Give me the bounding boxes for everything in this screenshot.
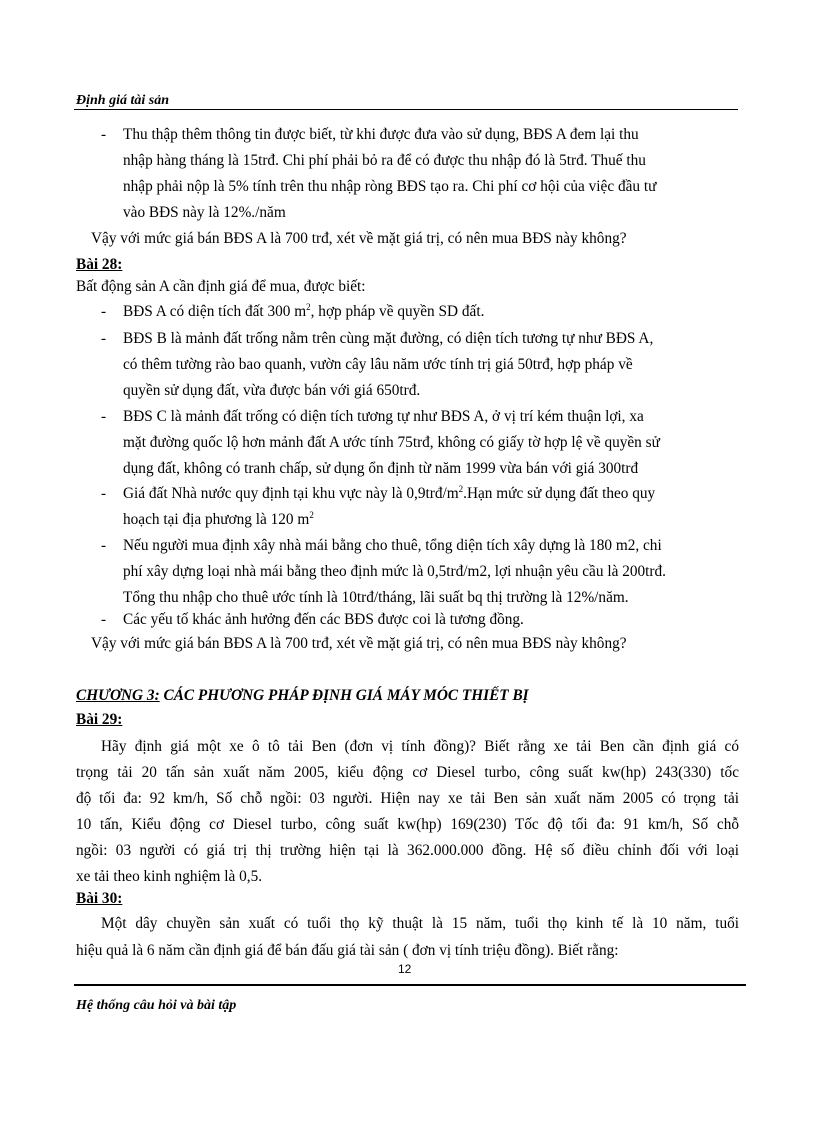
paragraph-line: Một dây chuyền sản xuất có tuổi thọ kỹ thuật là 15 năm, tuổi thọ kinh tế là 10 năm, tuổi [101,915,739,932]
bullet-dash: - [101,126,107,143]
bai-30-heading: Bài 30: [76,890,123,907]
page-number: 12 [398,962,412,976]
paragraph-line: xe tải theo kinh nghiệm là 0,5. [76,868,263,885]
superscript: 2 [458,484,464,494]
bullet-line: BĐS B là mảnh đất trống nằm trên cùng mặt đường, có diện tích tương tự như BĐS A, [123,330,654,347]
bullet-text: .Hạn mức sử dụng đất theo quy [463,485,656,502]
bullet-text: , hợp pháp về quyền SD đất. [310,303,485,320]
bai-28-heading: Bài 28: [76,256,123,273]
chapter-label: CHƯƠNG 3: [76,687,160,704]
bullet-line: có thêm tường rào bao quanh, vườn cây lâu năm ước tính trị giá 50trđ, hợp pháp về [123,356,633,373]
bullet-line: Thu thập thêm thông tin được biết, từ khi được đưa vào sử dụng, BĐS A đem lại thu [123,126,639,143]
paragraph-line: trọng tải 20 tấn sản xuất năm 2005, kiểu động cơ Diesel turbo, công suất kw(hp) 243(330) tốc [76,764,739,781]
bai-28-question: Vậy với mức giá bán BĐS A là 700 trđ, xét về mặt giá trị, có nên mua BĐS này không? [91,635,627,652]
superscript: 2 [306,302,311,312]
paragraph-line: hiệu quả là 6 năm cần định giá để bán đấu giá tài sản ( đơn vị tính triệu đồng). Biết rằng: [76,942,619,959]
bullet-line: vào BĐS này là 12%./năm [123,204,286,221]
paragraph-line: Hãy định giá một xe ô tô tải Ben (đơn vị tính đồng)? Biết rằng xe tải Ben cần định giá có [101,738,739,755]
question-27: Vậy với mức giá bán BĐS A là 700 trđ, xét về mặt giá trị, có nên mua BĐS này không? [91,230,627,247]
bullet-line: dụng đất, không có tranh chấp, sử dụng ổn định từ năm 1999 vừa bán với giá 300trđ [123,460,639,477]
running-header: Định giá tài sản [76,93,169,108]
paragraph-line: 10 tấn, Kiểu động cơ Diesel turbo, công suất kw(hp) 169(230) Tốc độ tối đa: 91 km/h, Số chỗ [76,816,739,833]
bullet-line: nhập hàng tháng là 15trđ. Chi phí phải bỏ ra để có được thu nhập đó là 5trđ. Thuế thu [123,152,646,169]
bullet-dash: - [101,537,107,554]
bullet-line: BĐS C là mảnh đất trống có diện tích tương tự như BĐS A, ở vị trí kém thuận lợi, xa [123,408,644,425]
bullet-line: quyền sử dụng đất, vừa được bán với giá 650trđ. [123,382,421,399]
chapter-heading [76,686,529,705]
bullet-line [123,302,484,321]
running-footer: Hệ thống câu hỏi và bài tập [76,998,237,1013]
chapter-title: CÁC PHƯƠNG PHÁP ĐỊNH GIÁ MÁY MÓC THIẾT BỊ [159,687,529,704]
footer-rule [74,984,746,986]
bullet-line: Nếu người mua định xây nhà mái bằng cho thuê, tổng diện tích xây dựng là 180 m2, chi [123,537,662,554]
bullet-dash: - [101,303,107,320]
bai-28-intro: Bất động sản A cần định giá để mua, được biết: [76,278,366,295]
bullet-line: phí xây dựng loại nhà mái bằng theo định mức là 0,5trđ/m2, lợi nhuận yêu cầu là 200trđ. [123,563,666,580]
bullet-line [123,484,655,503]
bullet-text: hoạch tại địa phương là 120 m [123,511,310,528]
bullet-line: Các yếu tố khác ảnh hưởng đến các BĐS được coi là tương đồng. [123,611,524,628]
bullet-dash: - [101,408,107,425]
bullet-text: BĐS A có diện tích đất 300 m [123,303,307,320]
bullet-dash: - [101,485,107,502]
bullet-dash: - [101,330,107,347]
header-rule [74,109,738,110]
bullet-line: Tổng thu nhập cho thuê ước tính là 10trđ/tháng, lãi suất bq thị trường là 12%/năm. [123,589,629,606]
superscript: 2 [309,510,314,520]
bullet-dash: - [101,611,107,628]
bai-29-heading: Bài 29: [76,711,123,728]
bullet-line: nhập phải nộp là 5% tính trên thu nhập ròng BĐS tạo ra. Chi phí cơ hội của việc đầu tư [123,178,657,195]
bullet-line [123,510,314,529]
bullet-text: Giá đất Nhà nước quy định tại khu vực này là 0,9trđ/m [123,485,459,502]
paragraph-line: độ tối đa: 92 km/h, Số chỗ ngồi: 03 người. Hiện nay xe tải Ben sản xuất năm 2005 có trọng tải [76,790,739,807]
bullet-line: mặt đường quốc lộ hơn mảnh đất A ước tính 75trđ, không có giấy tờ hợp lệ về quyền sử [123,434,660,451]
paragraph-line: ngồi: 03 người có giá trị thị trường hiện tại là 362.000.000 đồng. Hệ số điều chỉnh đối với loại [76,842,739,859]
